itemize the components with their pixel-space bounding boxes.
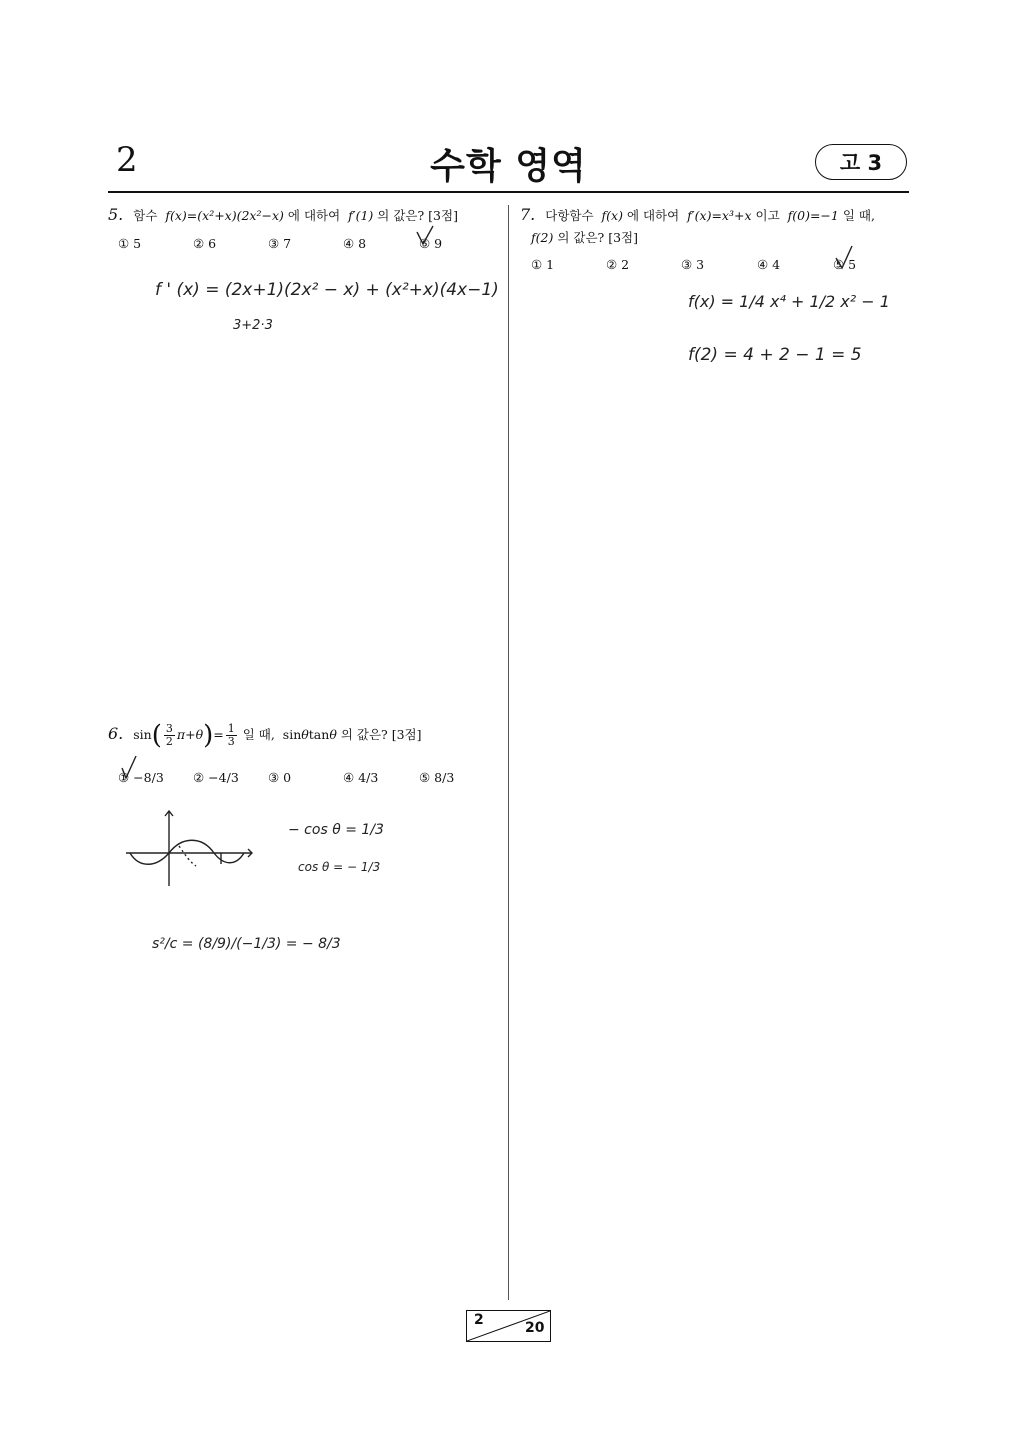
q5-checkmark-icon <box>414 224 436 248</box>
grade-badge <box>815 144 907 180</box>
q6-choice-5[interactable]: ⑤ 8/3 <box>419 770 455 785</box>
q7-choice-1[interactable]: ① 1 <box>531 257 555 272</box>
question-6-choices <box>118 770 498 796</box>
question-7-lead: 다항함수 <box>545 208 594 223</box>
q5-work-line-1: f ' (x) = (2x+1)(2x² − x) + (x²+x)(4x−1) <box>155 280 499 300</box>
question-5-ask: 의 값은? [3점] <box>377 208 458 223</box>
q5-choice-2[interactable]: ② 6 <box>193 236 217 251</box>
question-7-tail: 일 때, <box>842 208 875 223</box>
question-5-lead: 함수 <box>133 208 158 223</box>
question-6-number: 6. <box>108 724 124 743</box>
question-5-text <box>108 204 458 227</box>
header-rule <box>108 191 909 193</box>
q5-choice-3[interactable]: ③ 7 <box>268 236 292 251</box>
footer-current-page: 2 <box>474 1312 484 1328</box>
q6-sine-graph-sketch <box>124 808 256 890</box>
q7-checkmark-icon <box>832 244 856 272</box>
q6-checkmark-icon <box>118 754 140 782</box>
q7-work-line-1: f(x) = 1/4 x⁴ + 1/2 x² − 1 <box>688 292 890 311</box>
q7-work-line-2: f(2) = 4 + 2 − 1 = 5 <box>688 345 862 365</box>
question-7-condition: f(0)=−1 <box>783 208 839 223</box>
question-7-target: f(2) <box>531 230 554 245</box>
question-7-mid2: 이고 <box>755 208 780 223</box>
question-7-text <box>520 204 875 227</box>
q6-work-line-3: s²/c = (8/9)/(−1/3) = − 8/3 <box>152 936 341 952</box>
q7-choice-3[interactable]: ③ 3 <box>681 257 705 272</box>
question-5-number: 5. <box>108 205 124 224</box>
q5-work-line-2: 3+2·3 <box>233 318 273 333</box>
question-6-text <box>108 720 421 750</box>
subject-title: 수학 영역 <box>430 146 587 187</box>
q6-choice-1[interactable]: ① −8/3 <box>118 770 164 785</box>
q6-choice-3[interactable]: ③ 0 <box>268 770 292 785</box>
question-6-expression: sinθtanθ <box>278 727 337 742</box>
footer-total-pages: 20 <box>525 1320 545 1336</box>
q6-work-line-1: − cos θ = 1/3 <box>288 822 384 838</box>
q6-choice-2[interactable]: ② −4/3 <box>193 770 239 785</box>
question-6-ask: 의 값은? [3점] <box>340 727 422 742</box>
q7-choice-2[interactable]: ② 2 <box>606 257 630 272</box>
question-7-text-line-2 <box>531 227 638 249</box>
q6-work-line-2: cos θ = − 1/3 <box>298 860 381 874</box>
question-5-choices <box>118 236 498 256</box>
question-6-tail: 일 때, <box>242 727 275 742</box>
question-5-derivative: f′(1) <box>344 208 374 223</box>
q5-choice-1[interactable]: ① 5 <box>118 236 142 251</box>
question-5-tail: 에 대하여 <box>287 208 341 223</box>
question-6-formula: sin( $\frac{3}{2}$ π+θ)= $\frac{1}{3}$ <box>133 720 235 751</box>
question-5-formula: f(x)=(x²+x)(2x²−x) <box>161 208 284 223</box>
page-number: 2 <box>116 140 138 180</box>
q7-choice-5[interactable]: ⑤ 5 <box>833 257 857 272</box>
question-7-derivative: f′(x)=x³+x <box>683 208 752 223</box>
question-7-function: f(x) <box>597 208 623 223</box>
q5-choice-4[interactable]: ④ 8 <box>343 236 367 251</box>
question-7-mid: 에 대하여 <box>626 208 680 223</box>
q5-choice-5[interactable]: ⑤ 9 <box>419 236 443 251</box>
grade-label: 고 3 <box>839 151 883 175</box>
question-7-ask: 의 값은? [3점] <box>557 230 638 245</box>
question-7-number: 7. <box>520 205 536 224</box>
q6-choice-4[interactable]: ④ 4/3 <box>343 770 379 785</box>
q7-choice-4[interactable]: ④ 4 <box>757 257 781 272</box>
column-divider <box>508 205 509 1300</box>
